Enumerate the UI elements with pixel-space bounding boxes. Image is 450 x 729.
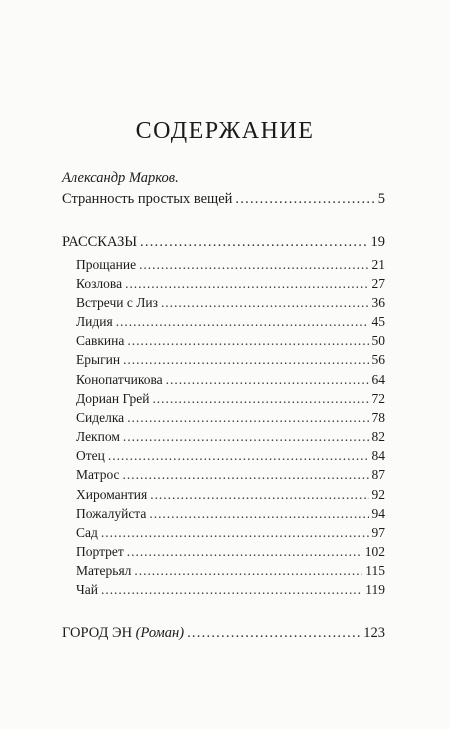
toc-entry-page: 21 — [371, 257, 385, 272]
toc-entry-page: 87 — [371, 467, 385, 482]
toc-entry-page: 92 — [371, 487, 385, 502]
toc-entry-title: Матрос — [76, 467, 120, 482]
toc-entry-title: Пожалуйста — [76, 506, 147, 521]
toc-section-page: 123 — [363, 625, 385, 641]
toc-entry-title: Встречи с Лиз — [76, 295, 158, 310]
toc-entry[interactable] — [76, 524, 385, 542]
preface-author: Александр Марков. — [62, 170, 179, 186]
toc-entry-title: Козлова — [76, 276, 123, 291]
novel-subtitle: (Роман) — [135, 625, 185, 641]
toc-entry[interactable] — [76, 313, 385, 331]
toc-entry[interactable] — [76, 390, 385, 408]
toc-entry-page: 56 — [371, 352, 385, 367]
leader-dots — [134, 562, 362, 580]
toc-entry-page: 45 — [371, 314, 385, 329]
toc-entry-page: 82 — [371, 429, 385, 444]
toc-entry-page: 36 — [371, 295, 385, 310]
toc-entry-page: 5 — [377, 191, 385, 207]
toc-entry-page: 115 — [365, 563, 385, 578]
toc-entry[interactable] — [76, 428, 385, 446]
page-title: СОДЕРЖАНИЕ — [135, 118, 315, 144]
leader-dots — [127, 332, 368, 350]
leader-dots — [123, 351, 368, 369]
toc-entry[interactable] — [76, 466, 385, 484]
toc-entry-title: Лидия — [76, 314, 113, 329]
toc-entry-page: 27 — [371, 276, 385, 291]
toc-section-title — [62, 624, 184, 642]
toc-entry[interactable] — [76, 447, 385, 465]
leader-dots — [235, 190, 374, 208]
toc-section-title: РАССКАЗЫ — [62, 234, 137, 250]
toc-entry[interactable] — [76, 275, 385, 293]
toc-entry[interactable] — [76, 256, 385, 274]
toc-entry-title: Сиделка — [76, 410, 125, 425]
toc-entry-page: 119 — [365, 582, 385, 597]
leader-dots — [166, 371, 369, 389]
leader-dots — [123, 466, 369, 484]
toc-entry-page: 102 — [364, 544, 385, 559]
toc-entry-page: 84 — [371, 448, 385, 463]
toc-entry[interactable] — [76, 543, 385, 561]
toc-entry-title: Отец — [76, 448, 105, 463]
leader-dots — [108, 447, 369, 465]
toc-entry-title: Савкина — [76, 333, 125, 348]
toc-entry-page: 78 — [371, 410, 385, 425]
toc-entry-page: 64 — [371, 372, 385, 387]
toc-entry-title: Портрет — [76, 544, 124, 559]
toc-entry[interactable] — [76, 486, 385, 504]
toc-entry-page: 50 — [371, 333, 385, 348]
leader-dots — [101, 581, 362, 599]
toc-entry-title: Лекпом — [76, 429, 120, 444]
toc-entry-page: 94 — [371, 506, 385, 521]
toc-entry-title: Матерьял — [76, 563, 132, 578]
toc-entry[interactable] — [76, 581, 385, 599]
leader-dots — [140, 233, 368, 251]
novel-title: ГОРОД ЭН — [62, 625, 133, 641]
toc-entry-title: Прощание — [76, 257, 137, 272]
leader-dots — [116, 313, 369, 331]
leader-dots — [187, 624, 360, 642]
toc-entry[interactable] — [76, 505, 385, 523]
toc-section-page: 19 — [370, 234, 385, 250]
leader-dots — [127, 409, 368, 427]
leader-dots — [161, 294, 369, 312]
toc-entry-page: 72 — [371, 391, 385, 406]
leader-dots — [125, 275, 368, 293]
leader-dots — [149, 505, 368, 523]
toc-entry-title: Дориан Грей — [76, 391, 150, 406]
toc-section-novel[interactable] — [62, 624, 385, 642]
toc-entry[interactable] — [76, 294, 385, 312]
leader-dots — [101, 524, 369, 542]
toc-entry[interactable] — [76, 332, 385, 350]
leader-dots — [127, 543, 362, 561]
toc-entry-title: Странность простых вещей — [62, 191, 233, 207]
toc-entry-title: Чай — [76, 582, 98, 597]
toc-entry-page: 97 — [371, 525, 385, 540]
toc-entry[interactable] — [76, 351, 385, 369]
leader-dots — [123, 428, 369, 446]
leader-dots — [139, 256, 368, 274]
toc-entry[interactable] — [76, 409, 385, 427]
leader-dots — [152, 390, 368, 408]
toc-entry-preface[interactable] — [62, 190, 385, 208]
toc-entry-title: Сад — [76, 525, 98, 540]
toc-entry[interactable] — [76, 371, 385, 389]
toc-section-stories[interactable] — [62, 233, 385, 251]
toc-entry-title: Ерыгин — [76, 352, 121, 367]
toc-entry-title: Хиромантия — [76, 487, 148, 502]
toc-entry[interactable] — [76, 562, 385, 580]
toc-entry-title: Конопатчикова — [76, 372, 163, 387]
leader-dots — [150, 486, 368, 504]
